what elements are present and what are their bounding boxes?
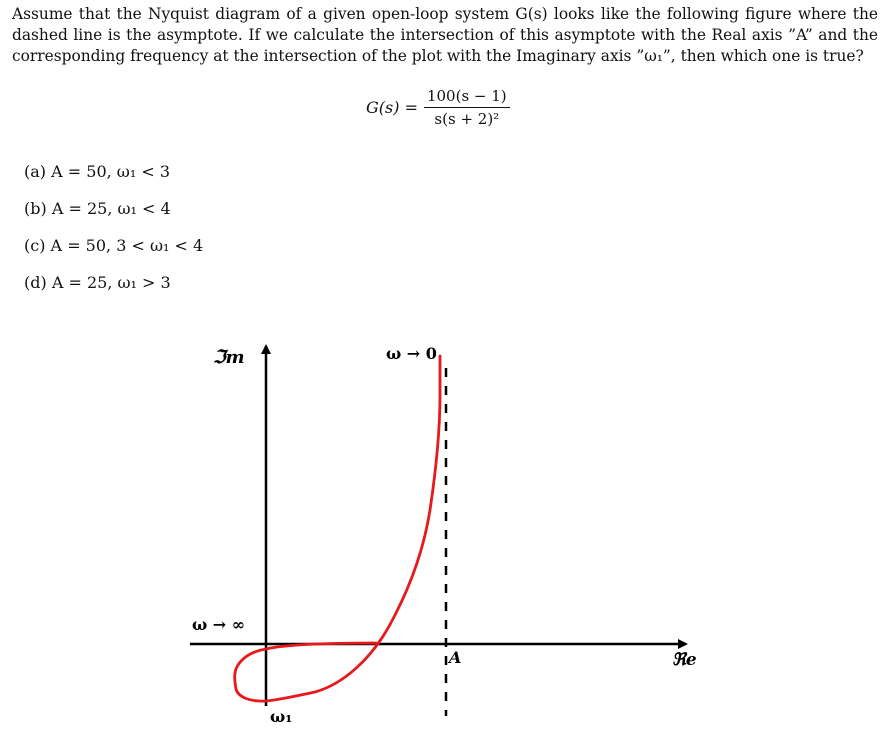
option-a-text: A = 50, ω₁ < 3	[51, 162, 171, 181]
transfer-function-numerator: 100(s − 1)	[424, 87, 510, 108]
real-axis-label: ℜe	[672, 650, 697, 670]
option-d-text: A = 25, ω₁ > 3	[51, 273, 171, 292]
transfer-function-lhs: G(s) =	[366, 98, 418, 117]
omega-zero-label: ω → 0	[386, 344, 437, 363]
option-b-label: (b)	[24, 199, 47, 218]
option-d-label: (d)	[24, 273, 47, 292]
question-text: Assume that the Nyquist diagram of a given open-loop system G(s) looks like the following figure where the dashed line is the asymptote. If we calculate the intersection of this asymptote with the Real axis ”A” and the corresponding frequency at the intersection of the plot with the Imaginary axis ”ω₁”, then which one is true?	[12, 5, 878, 65]
omega-one-label: ω₁	[270, 707, 293, 726]
transfer-function-denominator: s(s + 2)²	[434, 110, 500, 128]
omega-infinity-label: ω → ∞	[192, 615, 246, 634]
option-c-label: (c)	[24, 236, 46, 255]
option-b-text: A = 25, ω₁ < 4	[51, 199, 171, 218]
option-c-text: A = 50, 3 < ω₁ < 4	[50, 236, 204, 255]
asymptote-label: A	[449, 648, 462, 667]
option-a-label: (a)	[24, 162, 47, 181]
imaginary-axis-label: ℑm	[213, 347, 245, 368]
